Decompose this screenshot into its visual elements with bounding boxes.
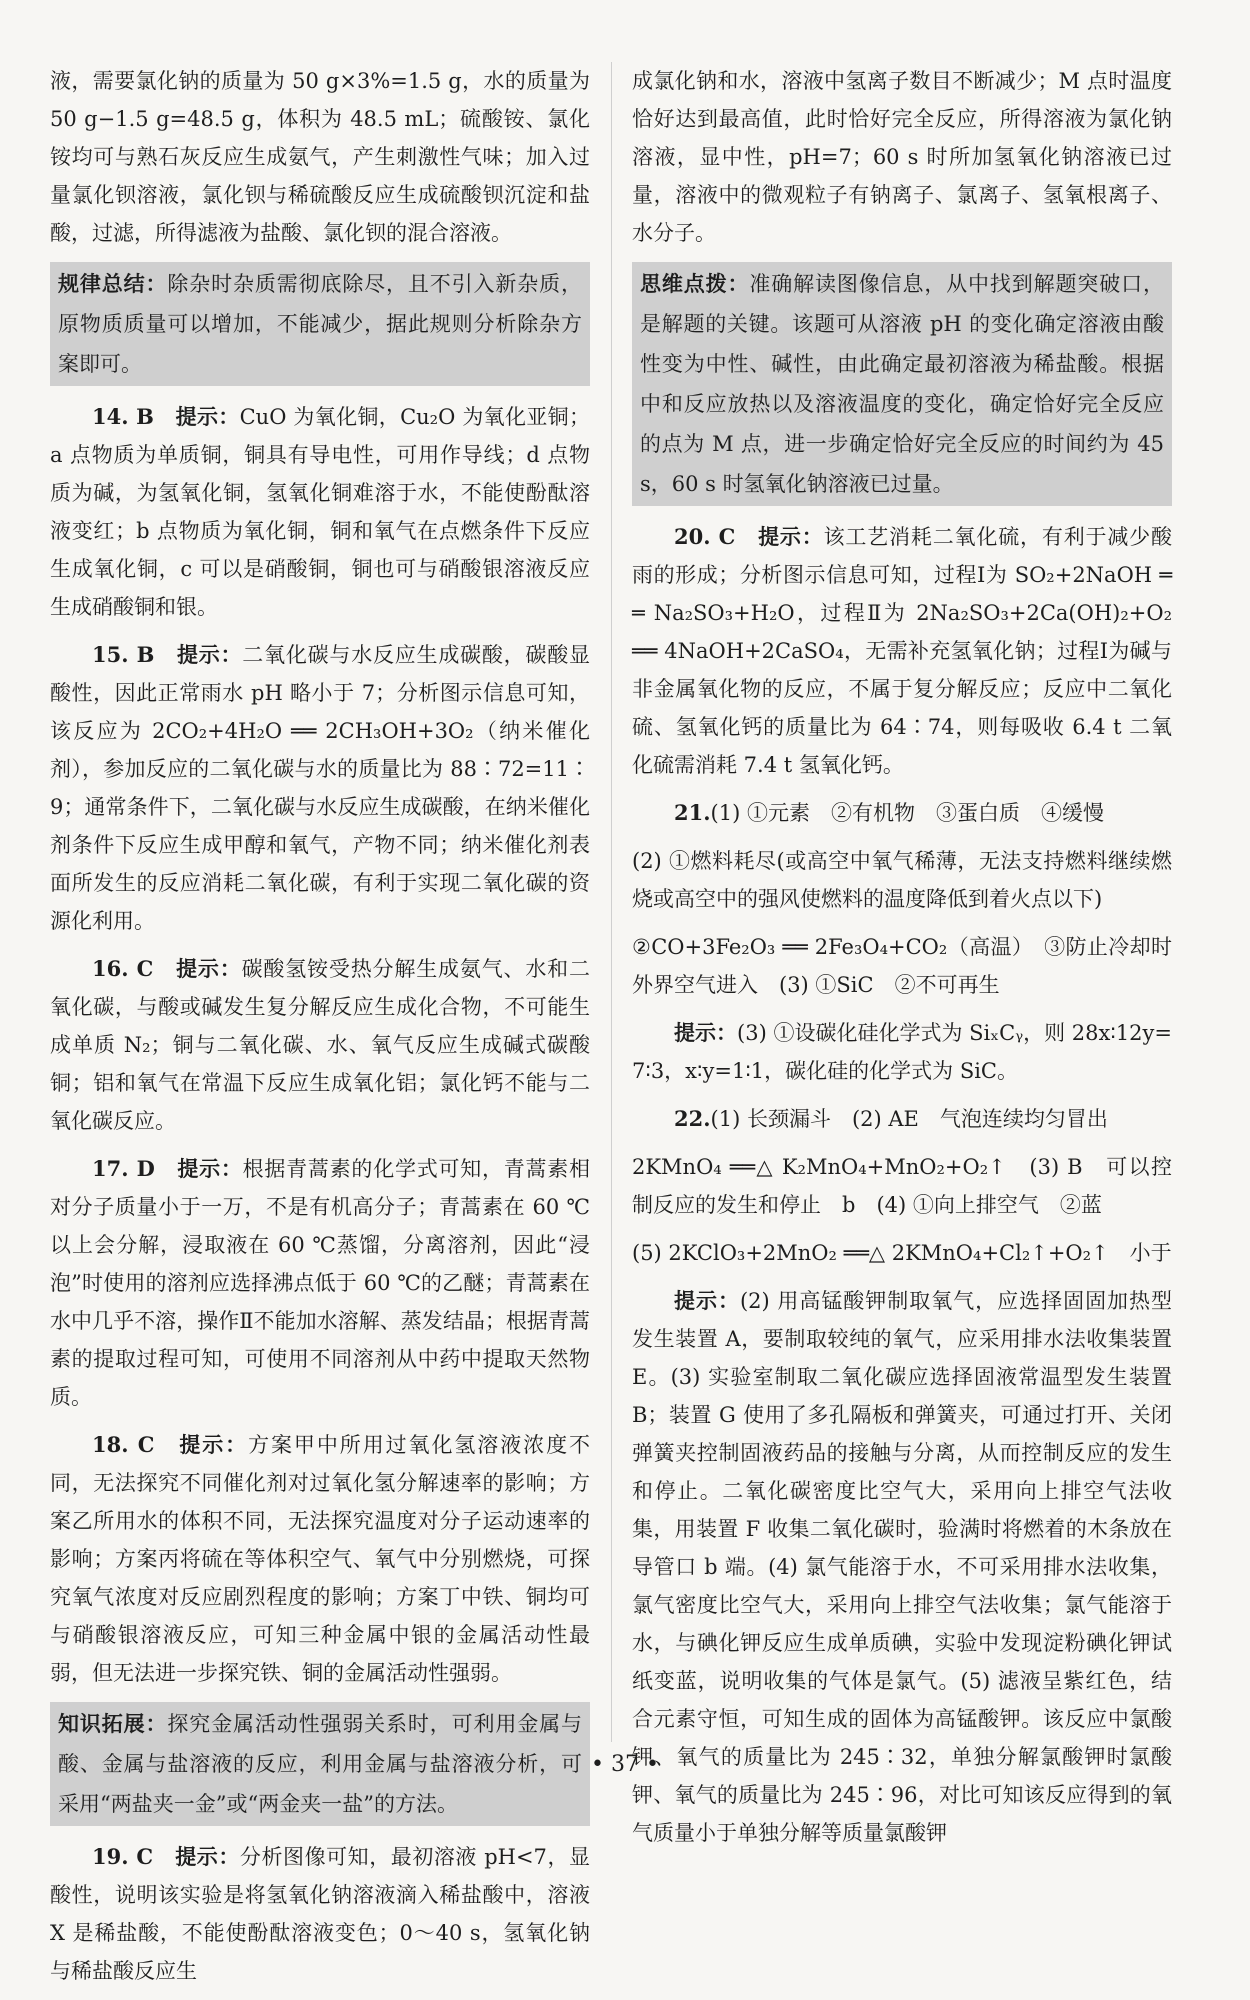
answer-22-part-1 <box>632 1100 1172 1138</box>
hint-label: 提示： <box>176 956 242 981</box>
question-number: 16. C <box>92 956 154 981</box>
hint-label: 提示： <box>175 1844 240 1869</box>
continued-answer-19-text: 成氯化钠和水，溶液中氢离子数目不断减少；M 点时温度恰好达到最高值，此时恰好完全反应，所得溶液为氯化钠溶液，显中性，pH=7；60 s 时所加氢氧化钠溶液已过量，溶液中的微观粒子有钠离子、氯离子、氢氧根离子、水分子。 <box>632 69 1172 245</box>
hint-label: 提示： <box>176 642 243 667</box>
answer-17 <box>50 1150 590 1416</box>
question-number: 20. C <box>674 524 736 549</box>
answer-15 <box>50 636 590 940</box>
column-divider <box>611 62 612 1742</box>
question-number: 15. B <box>92 642 155 667</box>
hint-label: 提示： <box>674 1288 740 1313</box>
answer-19 <box>50 1838 590 1990</box>
page-number: • 37 • <box>591 1752 659 1777</box>
hint-label: 提示： <box>177 1156 243 1181</box>
right-column <box>632 62 1172 1862</box>
answer-22-part-2: 2KMnO₄ ══△ K₂MnO₄+MnO₂+O₂↑ (3) B 可以控制反应的发生和停止 b (4) ①向上排空气 ②蓝 <box>632 1155 1172 1217</box>
hint-label: 提示： <box>758 524 824 549</box>
question-number: 22. <box>674 1106 711 1131</box>
left-column <box>50 62 590 2000</box>
answer-16 <box>50 950 590 1140</box>
question-number: 21. <box>674 800 711 825</box>
tip-box-rule-summary <box>50 262 590 386</box>
question-number: 17. D <box>92 1156 155 1181</box>
continued-answer-text: 液，需要氯化钠的质量为 50 g×3%=1.5 g，水的质量为 50 g−1.5 g=48.5 g，体积为 48.5 mL；硫酸铵、氯化铵均可与熟石灰反应生成氨气，产生刺激性气味；加入过量氯化钡溶液，氯化钡与稀硫酸反应生成硫酸钡沉淀和盐酸，过滤，所得滤液为盐酸、氯化钡的混合溶液。 <box>50 69 590 245</box>
answer-line: (1) ①元素 ②有机物 ③蛋白质 ④缓慢 <box>710 801 1104 825</box>
answer-14 <box>50 398 590 626</box>
answer-21-part-2: (2) ①燃料耗尽(或高空中氧气稀薄，无法支持燃料继续燃烧或高空中的强风使燃料的温度降低到着火点以下) <box>632 849 1172 911</box>
answer-18 <box>50 1426 590 1692</box>
answer-21-part-3: ②CO+3Fe₂O₃ ══ 2Fe₃O₄+CO₂（高温） ③防止冷却时外界空气进入 (3) ①SiC ②不可再生 <box>632 935 1172 997</box>
hint-label: 提示： <box>179 1432 249 1457</box>
question-number: 19. C <box>92 1844 154 1869</box>
hint-text: (2) 用高锰酸钾制取氧气，应选择固固加热型发生装置 A，要制取较纯的氧气，应采用排水法收集装置 E。(3) 实验室制取二氧化碳应选择固液常温型发生装置 B；装置 G 使用了多孔隔板和弹簧夹，可通过打开、关闭弹簧夹控制固液药品的接触与分离，从而控制反应的发生和停止。二氧化碳密度比空气大，采用向上排空气法收集，用装置 F 收集二氧化碳时，验满时将燃着的木条放在导管口 b 端。(4) 氯气能溶于水，不可采用排水法收集，氯气密度比空气大，采用向上排空气法收集；氯气能溶于水，与碘化钾反应生成单质碘，实验中发现淀粉碘化钾试纸变蓝，说明收集的气体是氯气。(5) 滤液呈紫红色，结合元素守恒，可知生成的固体为高锰酸钾。该反应中氯酸钾、氧气的质量比为 245∶32，单独分解氯酸钾时氯酸钾、氧气的质量比为 245∶96，对比可知该反应得到的氧气质量小于单独分解等质量氯酸钾 <box>632 1289 1173 1845</box>
question-number: 14. B <box>92 404 154 429</box>
answer-20 <box>632 518 1172 784</box>
answer-text: 根据青蒿素的化学式可知，青蒿素相对分子质量小于一万，不是有机高分子；青蒿素在 60 ℃以上会分解，浸取液在 60 ℃蒸馏，分离溶剂，因此“浸泡”时使用的溶剂应选择沸点低于 60 ℃的乙醚；青蒿素在水中几乎不溶，操作Ⅱ不能加水溶解、蒸发结晶；根据青蒿素的提取过程可知，可使用不同溶剂从中药中提取天然物质。 <box>50 1157 591 1409</box>
question-number: 18. C <box>92 1432 155 1457</box>
answer-text: 该工艺消耗二氧化硫，有利于减少酸雨的形成；分析图示信息可知，过程Ⅰ为 SO₂+2NaOH ══ Na₂SO₃+H₂O，过程Ⅱ为 2Na₂SO₃+2Ca(OH)₂+O₂ ══ 4NaOH+2CaSO₄，无需补充氢氧化钠；过程Ⅰ为碱与非金属氧化物的反应，不属于复分解反应；反应中二氧化硫、氢氧化钙的质量比为 64∶74，则每吸收 6.4 t 二氧化硫需消耗 7.4 t 氢氧化钙。 <box>632 525 1173 777</box>
hint-label: 提示： <box>175 404 240 429</box>
answer-text: 分析图像可知，最初溶液 pH<7，显酸性，说明该实验是将氢氧化钠溶液滴入稀盐酸中，溶液 X 是稀盐酸，不能使酚酞溶液变色；0～40 s，氢氧化钠与稀盐酸反应生 <box>50 1845 591 1983</box>
hint-text: (3) ①设碳化硅化学式为 SiₓCᵧ，则 28x∶12y=7∶3，x∶y=1∶1，碳化硅的化学式为 SiC。 <box>632 1021 1173 1083</box>
tip-box-title: 规律总结： <box>58 271 168 296</box>
tip-box-title: 思维点拨： <box>640 271 750 296</box>
answer-text: 二氧化碳与水反应生成碳酸，碳酸显酸性，因此正常雨水 pH 略小于 7；分析图示信息可知，该反应为 2CO₂+4H₂O ══ 2CH₃OH+3O₂（纳米催化剂），参加反应的二氧化碳与水的质量比为 88∶72=11∶9；通常条件下，二氧化碳与水反应生成碳酸，在纳米催化剂条件下反应生成甲醇和氧气，产物不同；纳米催化剂表面所发生的反应消耗二氧化碳，有利于实现二氧化碳的资源化利用。 <box>50 643 591 933</box>
tip-box-text: 准确解读图像信息，从中找到解题突破口，是解题的关键。该题可从溶液 pH 的变化确定溶液由酸性变为中性、碱性，由此确定最初溶液为稀盐酸。根据中和反应放热以及溶液温度的变化，确定恰好完全反应的点为 M 点，进一步确定恰好完全反应的时间约为 45 s，60 s 时氢氧化钠溶液已过量。 <box>640 272 1165 496</box>
tip-box-text: 探究金属活动性强弱关系时，可利用金属与酸、金属与盐溶液的反应，利用金属与盐溶液分析，可采用“两盐夹一金”或“两金夹一盐”的方法。 <box>58 1712 583 1816</box>
answer-text: 碳酸氢铵受热分解生成氨气、水和二氧化碳，与酸或碱发生复分解反应生成化合物，不可能生成单质 N₂；铜与二氧化碳、水、氧气反应生成碱式碳酸铜；铝和氧气在常温下反应生成氧化铝；氯化钙不能与二氧化碳反应。 <box>50 957 591 1133</box>
answer-22-part-3: (5) 2KClO₃+2MnO₂ ══△ 2KMnO₄+Cl₂↑+O₂↑ 小于 <box>632 1241 1172 1265</box>
answer-21-part-1 <box>632 794 1172 832</box>
answer-21-hint <box>632 1014 1172 1090</box>
answer-line: (1) 长颈漏斗 (2) AE 气泡连续均匀冒出 <box>710 1107 1108 1131</box>
answer-text: CuO 为氧化铜，Cu₂O 为氧化亚铜；a 点物质为单质铜，铜具有导电性，可用作导线；d 点物质为碱，为氢氧化铜，氢氧化铜难溶于水，不能使酚酞溶液变红；b 点物质为氧化铜，铜和氧气在点燃条件下反应生成氧化铜，c 可以是硝酸铜，铜也可与硝酸银溶液反应生成硝酸铜和银。 <box>50 405 590 619</box>
answer-text: 方案甲中所用过氧化氢溶液浓度不同，无法探究不同催化剂对过氧化氢分解速率的影响；方案乙所用水的体积不同，无法探究温度对分子运动速率的影响；方案丙将硫在等体积空气、氧气中分别燃烧，可探究氧气浓度对反应剧烈程度的影响；方案丁中铁、铜均可与硝酸银溶液反应，可知三种金属中银的金属活动性最弱，但无法进一步探究铁、铜的金属活动性强弱。 <box>50 1433 590 1685</box>
tip-box-title: 知识拓展： <box>58 1711 168 1736</box>
tip-box-thinking-guide <box>632 262 1172 506</box>
hint-label: 提示： <box>674 1020 738 1045</box>
tip-box-text: 除杂时杂质需彻底除尽，且不引入新杂质，原物质质量可以增加，不能减少，据此规则分析除杂方案即可。 <box>58 272 583 376</box>
